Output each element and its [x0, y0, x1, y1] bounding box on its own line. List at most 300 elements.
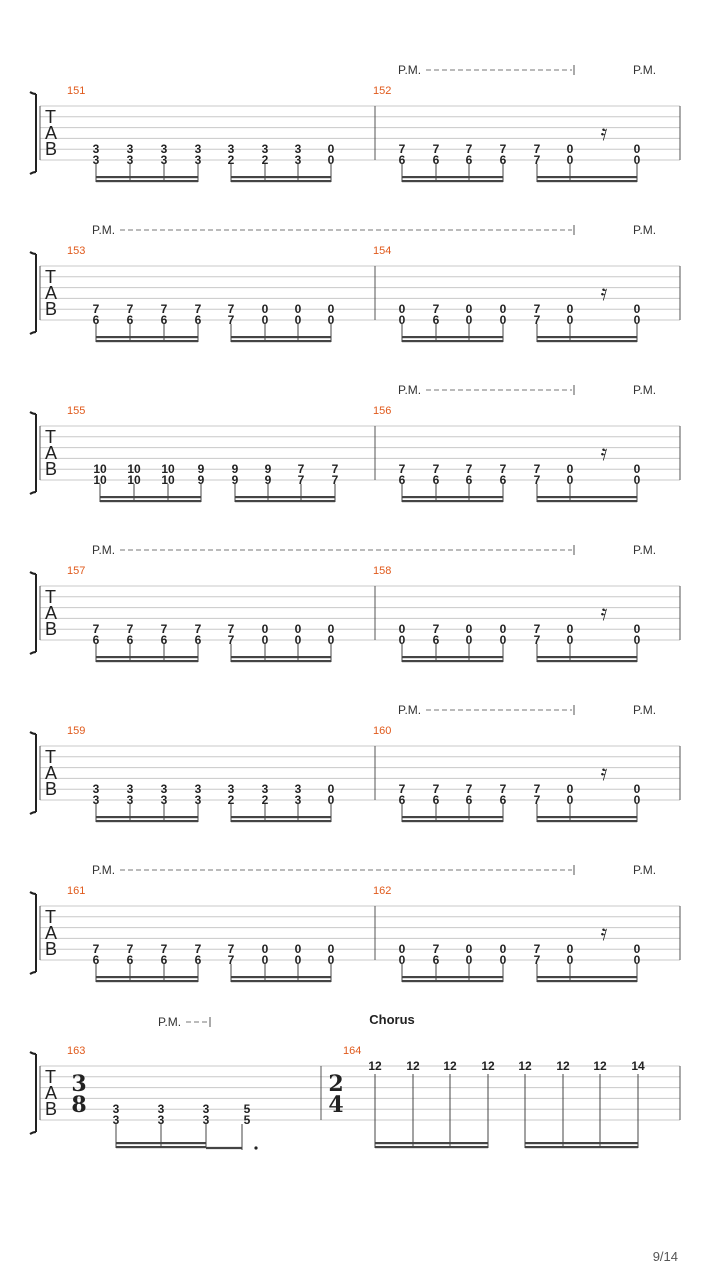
fret-number: 7 — [160, 942, 168, 957]
beam — [537, 660, 637, 662]
fret-number: 7 — [432, 302, 440, 317]
system-brace — [30, 572, 36, 654]
fret-number: 3 — [92, 782, 100, 797]
fret-number: 7 — [398, 462, 406, 477]
beam — [231, 660, 331, 662]
beam — [96, 336, 198, 338]
fret-number: 0 — [566, 153, 574, 167]
fret-number: 7 — [499, 462, 507, 477]
fret-number: 7 — [227, 302, 235, 317]
tab-clef-letter: T — [45, 907, 56, 927]
tab-clef-letter: A — [45, 443, 58, 463]
beam — [537, 496, 637, 498]
tab-clef-letter: T — [45, 267, 56, 287]
fret-number: 3 — [126, 793, 134, 807]
fret-number: 0 — [327, 953, 335, 967]
measure-number: 157 — [67, 565, 86, 577]
measure-number: 159 — [67, 725, 86, 737]
beam — [231, 976, 331, 978]
fret-number: 7 — [465, 782, 473, 797]
fret-number: 7 — [533, 153, 541, 167]
fret-number: 0 — [566, 953, 574, 967]
fret-number: 7 — [465, 462, 473, 477]
dot — [254, 1146, 257, 1149]
fret-number: 12 — [368, 1059, 382, 1073]
fret-number: 3 — [126, 153, 134, 167]
fret-number: 0 — [566, 622, 574, 637]
beam — [402, 180, 503, 182]
fret-number: 6 — [194, 313, 202, 327]
fret-number: 6 — [499, 473, 507, 487]
fret-number: 0 — [499, 622, 507, 637]
fret-number: 0 — [566, 782, 574, 797]
beam — [116, 1142, 206, 1144]
fret-number: 7 — [126, 942, 134, 957]
fret-number: 0 — [633, 633, 641, 647]
beam — [537, 820, 637, 822]
fret-number: 3 — [126, 782, 134, 797]
fret-number: 7 — [331, 462, 339, 477]
fret-number: 7 — [227, 942, 235, 957]
fret-number: 0 — [398, 942, 406, 957]
page-number: 9/14 — [652, 1249, 678, 1264]
palm-mute-label: P.M. — [398, 383, 422, 397]
fret-number: 6 — [398, 473, 406, 487]
fret-number: 7 — [92, 942, 100, 957]
beam — [231, 336, 331, 338]
fret-number: 6 — [432, 473, 440, 487]
fret-number: 3 — [294, 782, 302, 797]
fret-number: 0 — [261, 633, 269, 647]
fret-number: 10 — [161, 462, 175, 477]
fret-number: 3 — [92, 153, 100, 167]
fret-number: 0 — [566, 313, 574, 327]
beam — [525, 1146, 638, 1148]
fret-number: 0 — [499, 942, 507, 957]
sixteenth-rest-icon: 𝄿 — [600, 761, 608, 786]
fret-number: 6 — [499, 793, 507, 807]
fret-number: 6 — [465, 153, 473, 167]
beam — [402, 336, 503, 338]
fret-number: 0 — [327, 313, 335, 327]
measure-number: 153 — [67, 245, 86, 257]
beam — [402, 500, 503, 502]
fret-number: 0 — [566, 473, 574, 487]
fret-number: 0 — [261, 942, 269, 957]
fret-number: 7 — [432, 782, 440, 797]
fret-number: 6 — [398, 153, 406, 167]
fret-number: 7 — [432, 942, 440, 957]
tab-clef-letter: A — [45, 603, 58, 623]
beam — [96, 180, 198, 182]
fret-number: 7 — [533, 633, 541, 647]
sixteenth-rest-icon: 𝄿 — [600, 921, 608, 946]
fret-number: 7 — [533, 793, 541, 807]
fret-number: 6 — [432, 793, 440, 807]
beam — [402, 656, 503, 658]
fret-number: 0 — [465, 942, 473, 957]
fret-number: 0 — [633, 473, 641, 487]
fret-number: 0 — [398, 302, 406, 317]
fret-number: 3 — [157, 1113, 165, 1127]
fret-number: 7 — [465, 142, 473, 157]
fret-number: 0 — [398, 313, 406, 327]
fret-number: 9 — [197, 473, 205, 487]
fret-number: 0 — [261, 622, 269, 637]
beam — [231, 656, 331, 658]
beam — [116, 1146, 206, 1148]
fret-number: 3 — [160, 782, 168, 797]
fret-number: 12 — [518, 1059, 532, 1073]
fret-number: 10 — [93, 473, 107, 487]
fret-number: 9 — [197, 462, 205, 477]
time-signature-top: 3 — [71, 1071, 87, 1097]
system-brace — [30, 412, 36, 494]
fret-number: 0 — [327, 942, 335, 957]
measure-number: 158 — [373, 565, 392, 577]
fret-number: 0 — [261, 302, 269, 317]
fret-number: 3 — [261, 142, 269, 157]
tab-clef-letter: A — [45, 283, 58, 303]
beam — [96, 656, 198, 658]
measure-number: 152 — [373, 85, 392, 97]
beam — [402, 496, 503, 498]
fret-number: 0 — [465, 953, 473, 967]
tab-clef-letter: T — [45, 747, 56, 767]
fret-number: 3 — [202, 1102, 210, 1117]
fret-number: 14 — [631, 1059, 645, 1073]
fret-number: 3 — [126, 142, 134, 157]
fret-number: 6 — [92, 953, 100, 967]
fret-number: 3 — [194, 793, 202, 807]
measure-number: 151 — [67, 85, 86, 97]
fret-number: 0 — [633, 142, 641, 157]
fret-number: 7 — [533, 953, 541, 967]
beam — [537, 336, 637, 338]
tab-clef-letter: A — [45, 123, 58, 143]
fret-number: 7 — [227, 313, 235, 327]
beam — [375, 1146, 488, 1148]
fret-number: 9 — [264, 462, 272, 477]
fret-number: 7 — [194, 942, 202, 957]
beam — [231, 820, 331, 822]
fret-number: 0 — [294, 942, 302, 957]
sixteenth-rest-icon: 𝄿 — [600, 281, 608, 306]
tab-clef-letter: A — [45, 1083, 58, 1103]
fret-number: 10 — [127, 473, 141, 487]
tab-clef-letter: B — [45, 619, 58, 639]
fret-number: 6 — [465, 793, 473, 807]
fret-number: 3 — [261, 782, 269, 797]
fret-number: 0 — [327, 142, 335, 157]
fret-number: 0 — [398, 953, 406, 967]
beam — [235, 496, 335, 498]
fret-number: 2 — [227, 153, 235, 167]
palm-mute-label: P.M. — [398, 703, 422, 717]
measure-number: 162 — [373, 885, 392, 897]
fret-number: 0 — [465, 633, 473, 647]
palm-mute-label: P.M. — [633, 223, 657, 237]
measure-number: 161 — [67, 885, 86, 897]
tab-clef-letter: T — [45, 1067, 56, 1087]
fret-number: 7 — [92, 622, 100, 637]
fret-number: 7 — [194, 622, 202, 637]
fret-number: 0 — [398, 633, 406, 647]
fret-number: 7 — [432, 462, 440, 477]
tab-clef-letter: B — [45, 459, 58, 479]
fret-number: 7 — [160, 302, 168, 317]
tab-clef-letter: B — [45, 139, 58, 159]
fret-number: 12 — [593, 1059, 607, 1073]
fret-number: 10 — [161, 473, 175, 487]
fret-number: 7 — [297, 473, 305, 487]
beam — [96, 980, 198, 982]
fret-number: 6 — [465, 473, 473, 487]
fret-number: 3 — [160, 142, 168, 157]
fret-number: 0 — [633, 793, 641, 807]
fret-number: 12 — [481, 1059, 495, 1073]
fret-number: 0 — [261, 313, 269, 327]
tab-clef-letter: A — [45, 763, 58, 783]
beam — [537, 816, 637, 818]
fret-number: 0 — [294, 313, 302, 327]
tab-clef-letter: B — [45, 779, 58, 799]
fret-number: 5 — [243, 1102, 251, 1117]
fret-number: 9 — [231, 462, 239, 477]
tab-clef-letter: B — [45, 299, 58, 319]
fret-number: 10 — [93, 462, 107, 477]
fret-number: 6 — [126, 633, 134, 647]
fret-number: 0 — [327, 633, 335, 647]
section-label: Chorus — [369, 1012, 415, 1027]
fret-number: 0 — [465, 302, 473, 317]
beam — [96, 820, 198, 822]
fret-number: 0 — [294, 633, 302, 647]
measure-number: 164 — [343, 1045, 362, 1057]
fret-number: 3 — [202, 1113, 210, 1127]
fret-number: 7 — [194, 302, 202, 317]
beam — [100, 500, 201, 502]
fret-number: 7 — [227, 622, 235, 637]
fret-number: 3 — [92, 142, 100, 157]
fret-number: 3 — [112, 1102, 120, 1117]
fret-number: 6 — [160, 633, 168, 647]
fret-number: 7 — [398, 142, 406, 157]
fret-number: 0 — [633, 462, 641, 477]
fret-number: 7 — [533, 782, 541, 797]
tab-clef-letter: T — [45, 107, 56, 127]
fret-number: 0 — [566, 462, 574, 477]
fret-number: 7 — [533, 473, 541, 487]
system-brace — [30, 732, 36, 814]
fret-number: 6 — [160, 313, 168, 327]
fret-number: 7 — [398, 782, 406, 797]
fret-number: 7 — [432, 142, 440, 157]
palm-mute-label: P.M. — [398, 63, 422, 77]
beam — [402, 340, 503, 342]
fret-number: 3 — [194, 153, 202, 167]
fret-number: 0 — [261, 953, 269, 967]
beam — [231, 816, 331, 818]
fret-number: 2 — [261, 793, 269, 807]
beam — [525, 1142, 638, 1144]
beam — [96, 660, 198, 662]
fret-number: 3 — [227, 142, 235, 157]
fret-number: 0 — [633, 782, 641, 797]
fret-number: 7 — [432, 622, 440, 637]
beam — [96, 340, 198, 342]
beam — [375, 1142, 488, 1144]
fret-number: 6 — [194, 633, 202, 647]
beam — [537, 980, 637, 982]
beam — [537, 180, 637, 182]
tab-clef-letter: T — [45, 427, 56, 447]
fret-number: 2 — [227, 793, 235, 807]
palm-mute-label: P.M. — [633, 63, 657, 77]
fret-number: 6 — [432, 633, 440, 647]
fret-number: 0 — [327, 302, 335, 317]
fret-number: 7 — [227, 633, 235, 647]
palm-mute-label: P.M. — [633, 863, 657, 877]
tab-clef-letter: B — [45, 1099, 58, 1119]
fret-number: 0 — [499, 633, 507, 647]
fret-number: 0 — [633, 153, 641, 167]
measure-number: 160 — [373, 725, 392, 737]
beam — [402, 660, 503, 662]
fret-number: 12 — [556, 1059, 570, 1073]
fret-number: 0 — [566, 302, 574, 317]
fret-number: 3 — [157, 1102, 165, 1117]
fret-number: 6 — [432, 313, 440, 327]
fret-number: 7 — [499, 142, 507, 157]
fret-number: 7 — [533, 302, 541, 317]
fret-number: 7 — [126, 622, 134, 637]
fret-number: 5 — [243, 1113, 251, 1127]
palm-mute-label: P.M. — [92, 863, 116, 877]
fret-number: 0 — [294, 622, 302, 637]
beam — [537, 340, 637, 342]
measure-number: 154 — [373, 245, 392, 257]
beam — [537, 656, 637, 658]
fret-number: 7 — [533, 942, 541, 957]
system-brace — [30, 1052, 36, 1134]
fret-number: 0 — [465, 622, 473, 637]
fret-number: 7 — [533, 462, 541, 477]
palm-mute-label: P.M. — [633, 543, 657, 557]
fret-number: 0 — [294, 302, 302, 317]
beam — [402, 820, 503, 822]
fret-number: 3 — [294, 793, 302, 807]
fret-number: 6 — [92, 313, 100, 327]
palm-mute-label: P.M. — [633, 383, 657, 397]
time-signature-bottom: 4 — [328, 1092, 344, 1118]
fret-number: 7 — [499, 782, 507, 797]
fret-number: 7 — [533, 313, 541, 327]
fret-number: 0 — [566, 942, 574, 957]
fret-number: 3 — [194, 782, 202, 797]
system-brace — [30, 892, 36, 974]
fret-number: 0 — [633, 953, 641, 967]
fret-number: 7 — [331, 473, 339, 487]
fret-number: 6 — [499, 153, 507, 167]
fret-number: 7 — [297, 462, 305, 477]
measure-number: 156 — [373, 405, 392, 417]
fret-number: 0 — [633, 942, 641, 957]
fret-number: 0 — [633, 302, 641, 317]
palm-mute-label: P.M. — [92, 543, 116, 557]
fret-number: 9 — [264, 473, 272, 487]
fret-number: 0 — [566, 793, 574, 807]
beam — [96, 976, 198, 978]
sixteenth-rest-icon: 𝄿 — [600, 121, 608, 146]
palm-mute-label: P.M. — [633, 703, 657, 717]
beam — [537, 176, 637, 178]
fret-number: 7 — [227, 953, 235, 967]
fret-number: 6 — [160, 953, 168, 967]
beam — [402, 176, 503, 178]
beam — [100, 496, 201, 498]
fret-number: 0 — [566, 142, 574, 157]
fret-number: 10 — [127, 462, 141, 477]
fret-number: 12 — [443, 1059, 457, 1073]
fret-number: 6 — [194, 953, 202, 967]
beam — [402, 976, 503, 978]
time-signature-bottom: 8 — [71, 1092, 87, 1118]
fret-number: 3 — [294, 153, 302, 167]
palm-mute-label: P.M. — [158, 1015, 182, 1029]
tab-clef-letter: A — [45, 923, 58, 943]
measure-number: 155 — [67, 405, 86, 417]
measure-number: 163 — [67, 1045, 86, 1057]
fret-number: 0 — [398, 622, 406, 637]
beam — [231, 980, 331, 982]
fret-number: 7 — [92, 302, 100, 317]
palm-mute-label: P.M. — [92, 223, 116, 237]
fret-number: 3 — [160, 153, 168, 167]
beam — [231, 176, 331, 178]
tab-clef-letter: B — [45, 939, 58, 959]
beam — [537, 500, 637, 502]
sixteenth-rest-icon: 𝄿 — [600, 601, 608, 626]
fret-number: 3 — [92, 793, 100, 807]
fret-number: 3 — [112, 1113, 120, 1127]
fret-number: 6 — [432, 953, 440, 967]
fret-number: 9 — [231, 473, 239, 487]
beam — [96, 816, 198, 818]
fret-number: 0 — [633, 313, 641, 327]
beam — [402, 816, 503, 818]
fret-number: 3 — [227, 782, 235, 797]
fret-number: 0 — [465, 313, 473, 327]
fret-number: 0 — [499, 953, 507, 967]
beam — [537, 976, 637, 978]
system-brace — [30, 252, 36, 334]
fret-number: 0 — [327, 622, 335, 637]
fret-number: 0 — [327, 782, 335, 797]
time-signature-top: 2 — [328, 1071, 344, 1097]
fret-number: 6 — [92, 633, 100, 647]
sixteenth-rest-icon: 𝄿 — [600, 441, 608, 466]
beam — [231, 340, 331, 342]
fret-number: 6 — [432, 153, 440, 167]
fret-number: 0 — [499, 302, 507, 317]
system-brace — [30, 92, 36, 174]
fret-number: 7 — [160, 622, 168, 637]
fret-number: 12 — [406, 1059, 420, 1073]
fret-number: 7 — [533, 142, 541, 157]
fret-number: 3 — [194, 142, 202, 157]
fret-number: 0 — [327, 793, 335, 807]
